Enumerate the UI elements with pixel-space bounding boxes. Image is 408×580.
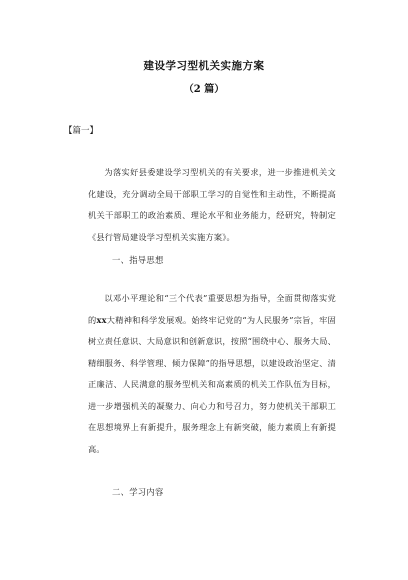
document-subtitle: （2 篇） (183, 84, 225, 95)
paragraph-intro: 为落实好县委建设学习型机关的有关要求，进一步推进机关文化建设，充分调动全局干部职工学习的自觉性和主动性，不断提高机关干部职工的政治素质、理论水平和业务能力，经研究，特制定《县行管局建设学习型机关实施方案》。 (88, 167, 336, 242)
heading-guiding-ideology: 一、指导思想 (112, 255, 164, 265)
document-title: 建设学习型机关实施方案 (143, 60, 265, 72)
section-tag: 【篇一】 (64, 126, 99, 136)
heading-study-content: 二、学习内容 (112, 487, 164, 497)
paragraph-text-bold: xx (96, 314, 107, 325)
paragraph-guiding-ideology (88, 288, 336, 460)
paragraph-text-pre: 以邓小平理论和“三个代表”重要思想为指导，全面贯彻落实党的 (88, 293, 336, 325)
paragraph-text-post: 大精神和科学发展观。始终牢记党的“为人民服务”宗旨，牢固树立责任意识、大局意识和创新意识，按照“围绕中心、服务大局、精细服务、科学管理、倾力保障”的指导思想，以建设政治坚定、清正廉洁、人民满意的服务型机关和高素质的机关工作队伍为目标，进一步增强机关的凝聚力、向心力和号召力，努力使机关干部职工在思想境界上有新提升，服务理念上有新突破，能力素质上有新提高。 (88, 314, 336, 454)
